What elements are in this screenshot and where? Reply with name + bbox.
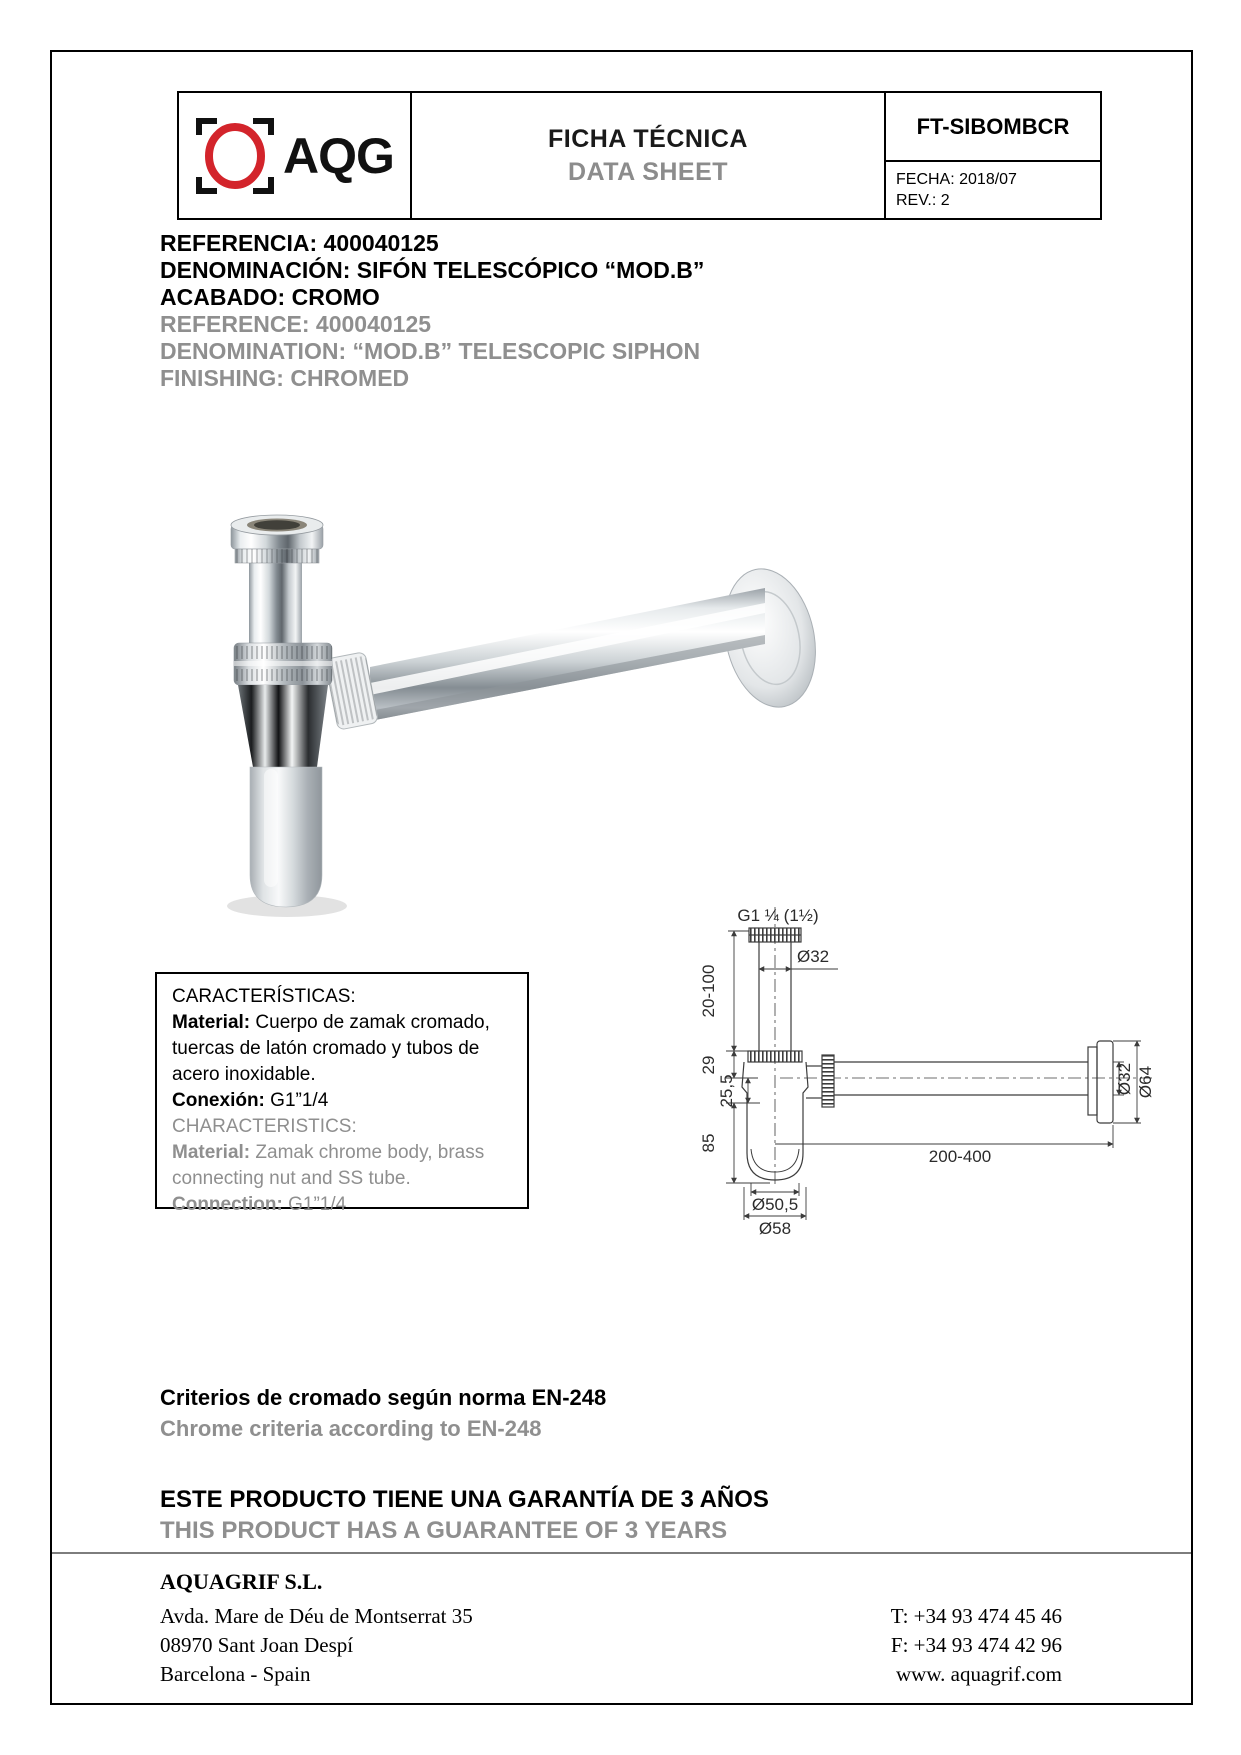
material-label-en: Material: xyxy=(172,1142,256,1163)
connection-label-es: Conexión: xyxy=(172,1090,271,1111)
footer-web: www. aquagrif.com xyxy=(895,1662,1062,1686)
logo-text: AQG xyxy=(283,127,394,184)
technical-drawing xyxy=(630,895,1180,1240)
footer-address-line2: 08970 Sant Joan Despí xyxy=(160,1633,354,1657)
chrome-note-en: Chrome criteria according to EN-248 xyxy=(160,1416,542,1441)
dim-flange-dia: Ø64 xyxy=(1136,1065,1155,1099)
doc-date: FECHA: 2018/07 xyxy=(896,171,1017,188)
finish-es: ACABADO: CROMO xyxy=(160,284,380,310)
dim-25-5: 25,5 xyxy=(717,1074,736,1108)
denomination-en: DENOMINATION: “MOD.B” TELESCOPIC SIPHON xyxy=(160,338,701,364)
inlet-tube xyxy=(249,553,302,651)
reference-block xyxy=(160,230,704,392)
body-cone xyxy=(238,685,328,767)
reference-es: REFERENCIA: 400040125 xyxy=(160,230,439,256)
footer-company: AQUAGRIF S.L. xyxy=(160,1569,323,1594)
footer-address-line3: Barcelona - Spain xyxy=(160,1662,311,1686)
guarantee-note xyxy=(160,1484,769,1546)
material-text-en: Zamak chrome body, brass connecting nut and SS tube. xyxy=(172,1142,485,1189)
guarantee-en: THIS PRODUCT HAS A GUARANTEE OF 3 YEARS xyxy=(160,1517,728,1544)
dim-length-range: 200-400 xyxy=(928,1147,992,1166)
characteristics-title-en: CHARACTERISTICS: xyxy=(172,1116,357,1137)
title-cell xyxy=(412,93,886,218)
footer-fax: F: +34 93 474 42 96 xyxy=(890,1633,1062,1657)
dim-85: 85 xyxy=(699,1133,718,1153)
dim-thread: G1 ¼ (1½) xyxy=(737,906,819,925)
dim-tube-dia: Ø32 xyxy=(797,947,830,966)
horizontal-tube xyxy=(370,588,765,721)
finish-en: FINISHING: CHROMED xyxy=(160,365,410,391)
denomination-es: DENOMINACIÓN: SIFÓN TELESCÓPICO “MOD.B” xyxy=(160,257,705,283)
footer-address-line1: Avda. Mare de Déu de Montserrat 35 xyxy=(160,1604,473,1628)
material-label-es: Material: xyxy=(172,1012,256,1033)
doc-title-es: FICHA TÉCNICA xyxy=(547,124,748,153)
dim-cup-outer: Ø58 xyxy=(758,1219,792,1238)
body-cup xyxy=(250,767,322,907)
characteristics-box xyxy=(155,972,529,1215)
connection-text-en: G1”1/4 xyxy=(288,1194,347,1215)
guarantee-es: ESTE PRODUCTO TIENE UNA GARANTÍA DE 3 AÑOS xyxy=(160,1486,769,1513)
characteristics-material-es xyxy=(172,1010,512,1088)
characteristics-connection-es xyxy=(172,1088,512,1114)
logo-cell xyxy=(179,93,412,218)
reference-en: REFERENCE: 400040125 xyxy=(160,311,432,337)
dim-cup-inner: Ø50,5 xyxy=(751,1195,799,1214)
product-photo xyxy=(165,445,825,925)
logo-ring-icon xyxy=(195,115,275,197)
dimension-labels xyxy=(699,906,1155,1238)
chrome-note-es: Criterios de cromado según norma EN-248 xyxy=(160,1385,607,1410)
doc-title-en: DATA SHEET xyxy=(567,157,729,186)
body-nut xyxy=(234,643,332,685)
characteristics-material-en xyxy=(172,1140,512,1192)
dim-flange-tube: Ø32 xyxy=(1115,1062,1134,1096)
doc-info-cell xyxy=(886,93,1100,218)
doc-code: FT-SIBOMBCR xyxy=(886,93,1100,162)
doc-revision: REV.: 2 xyxy=(896,192,950,209)
material-text-es: Cuerpo de zamak cromado, tuercas de latón cromado y tubos de acero inoxidable. xyxy=(172,1012,490,1085)
connection-label-en: Connection: xyxy=(172,1194,289,1215)
characteristics-title-es: CARACTERÍSTICAS: xyxy=(172,986,356,1007)
footer-address xyxy=(160,1567,473,1689)
dim-height-range: 20-100 xyxy=(699,964,718,1018)
aqg-logo xyxy=(195,115,394,197)
footer-contact xyxy=(800,1602,1062,1689)
tube-nut xyxy=(324,652,378,731)
characteristics-connection-en xyxy=(172,1192,512,1218)
header-table xyxy=(177,91,1102,220)
inlet-cap xyxy=(231,515,323,563)
connection-text-es: G1”1/4 xyxy=(270,1090,329,1111)
doc-meta xyxy=(886,162,1100,218)
footer-phone: T: +34 93 474 45 46 xyxy=(890,1604,1062,1628)
dimension-lines xyxy=(726,931,1141,1220)
footer-divider xyxy=(52,1552,1191,1554)
dim-29: 29 xyxy=(699,1055,718,1075)
chrome-note xyxy=(160,1382,606,1444)
